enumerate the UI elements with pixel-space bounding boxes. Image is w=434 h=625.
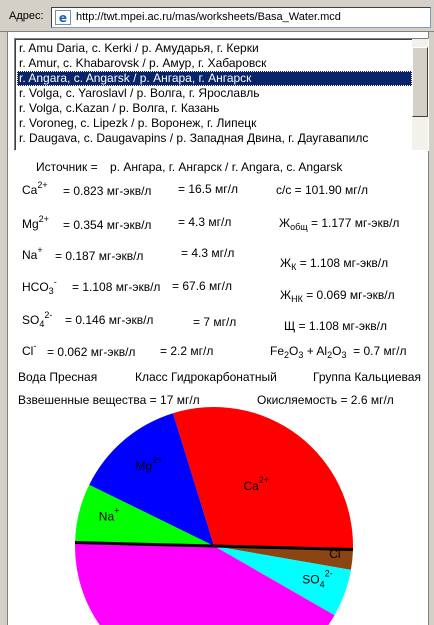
dry-residue: с/с = 101.90 мг/л — [276, 183, 369, 197]
ion-cl-meq: = 0.062 мг-экв/л — [47, 345, 136, 359]
list-item[interactable]: r. Amur, c. Khabarovsk / р. Амур, г. Хабаровск — [19, 56, 267, 70]
hardness-total: $Ж_{общ} = 1.177$ мг-экв/л — [279, 216, 400, 232]
pie-label-na: Na+ — [98, 505, 120, 524]
ion-mg-label: $Mg^{2+}$ — [22, 214, 49, 231]
hardness-noncarbonate: $Ж_{НК} = 0.069$ мг-экв/л — [280, 288, 395, 304]
list-item[interactable]: r. Angara, c. Angarsk / р. Ангара, г. Ангарск — [17, 71, 412, 86]
ion-cl-mg: = 2.2 мг/л — [160, 344, 214, 358]
pie-label-mg: $Mg^{2+}$ — [135, 454, 163, 473]
ion-ca-mg: = 16.5 мг/л — [178, 182, 238, 196]
alkalinity: Щ = 1.108 мг-экв/л — [284, 319, 387, 333]
list-item[interactable]: r. Volga, c. Yaroslavl / р. Волга, г. Ярославль — [19, 86, 260, 100]
pie-label-ca: $Ca^{2+}$ — [243, 475, 270, 494]
list-item[interactable]: r. Amu Daria, c. Kerki / р. Амударья, г. Керки — [19, 41, 259, 55]
water-type: Вода Пресная — [18, 370, 98, 384]
pie-label-cl: Cl- — [329, 543, 344, 562]
water-class: Класс Гидрокарбонатный — [135, 370, 277, 384]
ion-mg-mg: = 4.3 мг/л — [178, 215, 232, 229]
ion-mg-meq: = 0.354 мг-экв/л — [63, 218, 152, 232]
list-item[interactable]: r. Volga, c.Kazan / р. Волга, г. Казань — [19, 101, 220, 115]
ion-na-mg: = 4.3 мг/л — [181, 246, 235, 260]
ion-ca-label: $Ca^{2+}$ — [22, 180, 48, 197]
pie-label-so: $SO_4^{2-}$ — [302, 568, 333, 590]
ion-hco3-mg: = 67.6 мг/л — [172, 279, 232, 293]
ion-hco3-label: $HCO_3^-$ — [22, 277, 57, 296]
water-group: Группа Кальциевая — [313, 370, 421, 384]
address-label: Адрес: — [9, 10, 44, 22]
ion-so4-meq: = 0.146 мг-экв/л — [65, 313, 154, 327]
ion-so4-mg: = 7 мг/л — [193, 315, 237, 329]
oxidizability: Окисляемость = 2.6 мг/л — [257, 393, 394, 407]
source-value: р. Ангара, г. Ангарск / r. Angara, c. Angarsk — [110, 160, 343, 174]
ion-na-meq: = 0.187 мг-экв/л — [55, 249, 144, 263]
ion-ca-meq: = 0.823 мг-экв/л — [63, 184, 152, 198]
ion-na-label: Na+ — [22, 245, 43, 262]
svg-text:e: e — [58, 11, 68, 25]
ion-so4-label: $SO_4^{2-}$ — [22, 310, 53, 329]
oxides: $Fe_2O_3 + Al_2O_3 = 0.7$ мг/л — [270, 344, 407, 360]
source-label: Источник = — [36, 160, 98, 174]
ion-hco3-meq: = 1.108 мг-экв/л — [72, 280, 161, 294]
ion-cl-label: Cl- — [22, 341, 37, 358]
list-item[interactable]: r. Daugava, c. Daugavapins / р. Западная Двина, г. Даугавапилс — [19, 131, 369, 145]
list-item[interactable]: r. Voroneg, c. Lipezk / р. Воронеж, г. Липецк — [19, 116, 257, 130]
address-url: http://twt.mpei.ac.ru/mas/worksheets/Basa_Water.mcd — [76, 11, 341, 23]
hardness-carbonate: $Ж_К = 1.108$ мг-экв/л — [280, 256, 389, 272]
suspended-solids: Взвешенные вещества = 17 мг/л — [18, 393, 200, 407]
